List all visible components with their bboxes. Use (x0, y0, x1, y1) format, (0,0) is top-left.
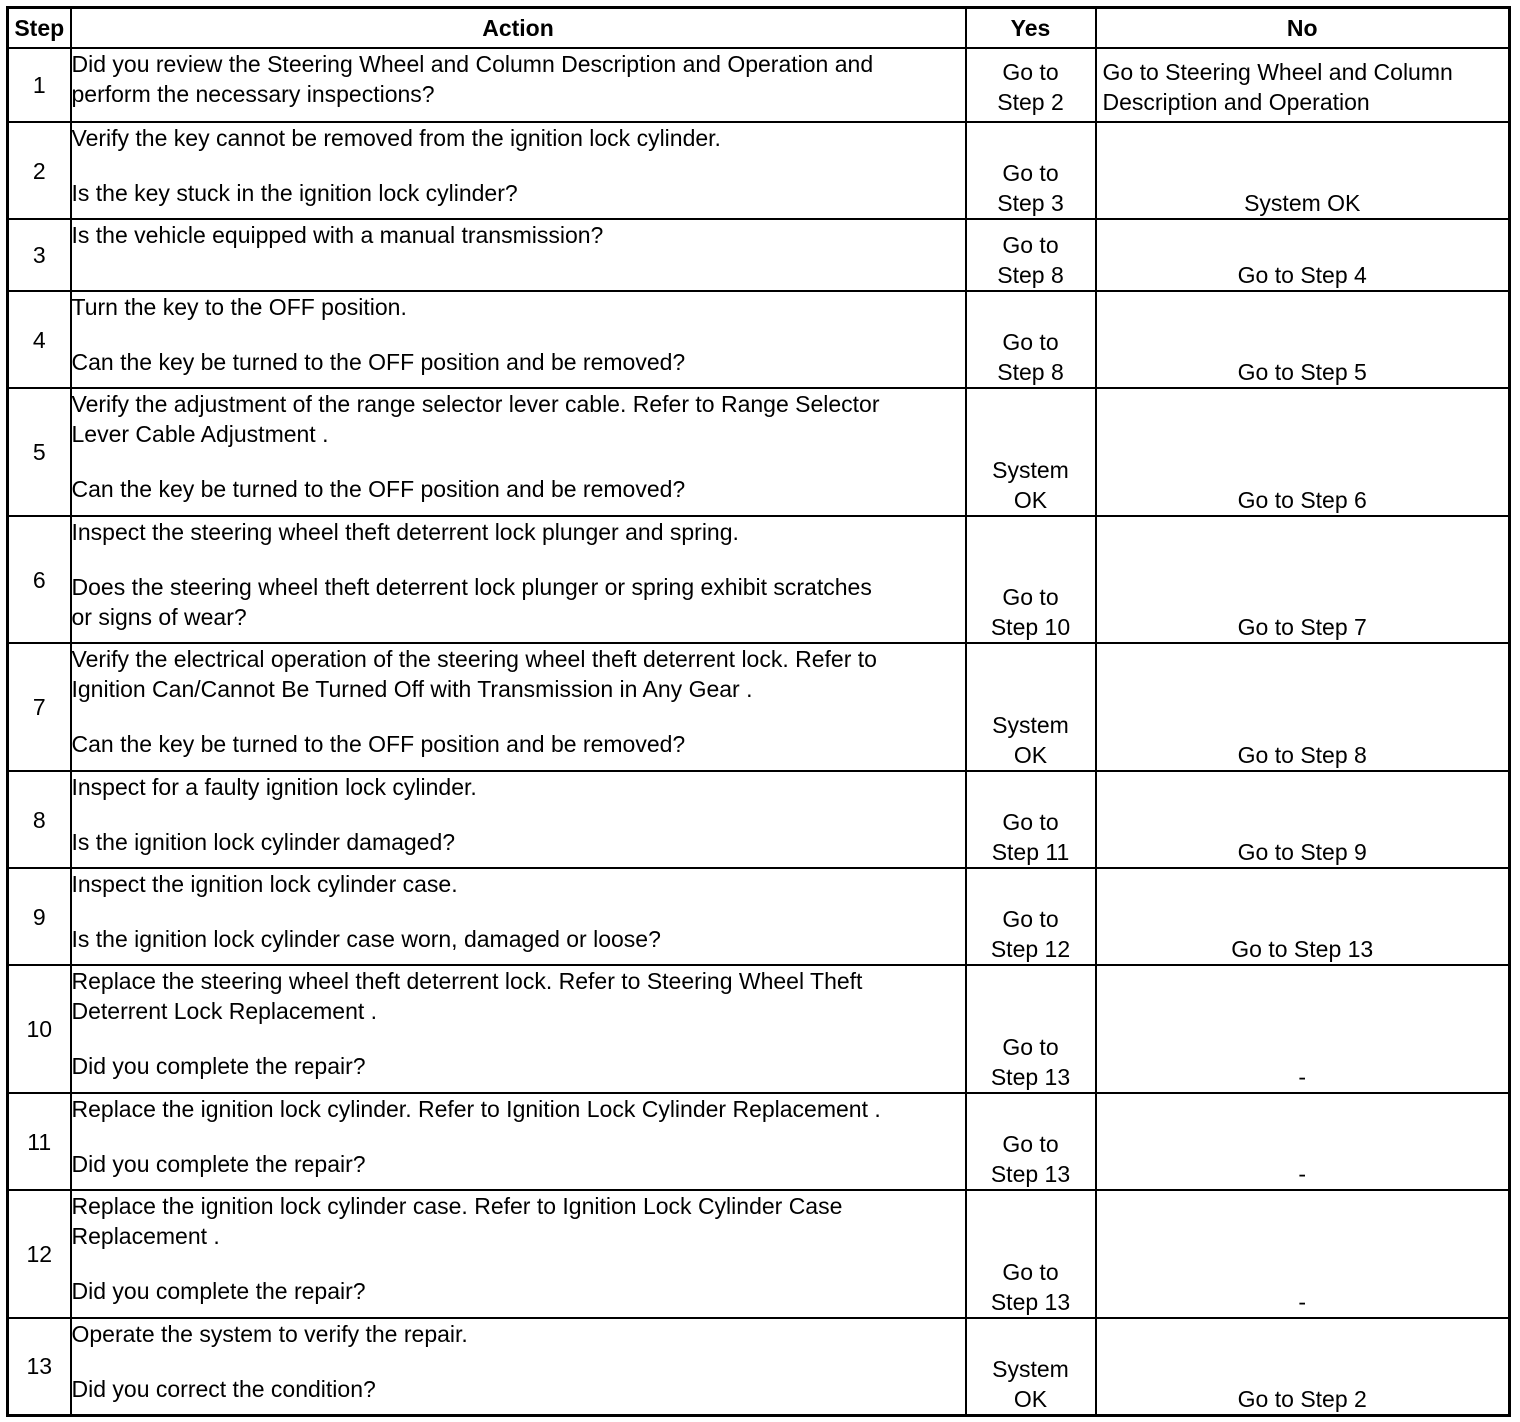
table-row (8, 48, 1510, 122)
table-row (8, 868, 1510, 965)
action-question: Can the key be turned to the OFF position and be removed? (71, 476, 686, 502)
yes-text: Go to (1002, 59, 1059, 85)
action-cell (71, 1093, 966, 1190)
action-text: Replace the ignition lock cylinder. Refer to Ignition Lock Cylinder Replacement . (71, 1096, 881, 1122)
action-spacer (72, 1124, 965, 1149)
yes-text: Go to (1002, 1259, 1059, 1285)
action-text: Inspect the ignition lock cylinder case. (71, 871, 458, 897)
no-cell (1096, 868, 1510, 965)
table-row (8, 122, 1510, 219)
no-text: System OK (1244, 190, 1361, 216)
no-text: Go to Step 8 (1237, 742, 1367, 768)
yes-text: OK (1013, 742, 1048, 768)
action-text: Replace the ignition lock cylinder case. Refer to Ignition Lock Cylinder Case (71, 1193, 843, 1219)
no-cell (1096, 965, 1510, 1093)
action-question: Is the ignition lock cylinder case worn, damaged or loose? (71, 926, 661, 952)
step-number: 9 (8, 868, 71, 965)
action-text: Operate the system to verify the repair. (71, 1321, 468, 1347)
action-cell (71, 516, 966, 643)
step-number: 10 (8, 965, 71, 1093)
no-text: Go to Step 5 (1237, 359, 1367, 385)
yes-text: OK (1013, 487, 1048, 513)
header-step: Step (8, 8, 71, 49)
step-number: 5 (8, 388, 71, 516)
no-text: - (1298, 1064, 1307, 1090)
action-spacer (72, 322, 965, 347)
action-spacer (72, 704, 965, 729)
table-row (8, 1318, 1510, 1415)
yes-text: Step 10 (990, 614, 1071, 640)
no-cell (1096, 516, 1510, 643)
yes-cell (966, 122, 1096, 219)
yes-text: Go to (1002, 906, 1059, 932)
yes-cell (966, 1318, 1096, 1415)
action-text: Did you review the Steering Wheel and Column Description and Operation and (71, 51, 874, 77)
no-cell (1096, 771, 1510, 868)
yes-cell (966, 965, 1096, 1093)
no-text: Description and Operation (1102, 89, 1370, 115)
action-spacer (72, 153, 965, 178)
table-row (8, 219, 1510, 291)
no-text: Go to Step 6 (1237, 487, 1367, 513)
action-text: Inspect the steering wheel theft deterrent lock plunger and spring. (71, 519, 739, 545)
action-cell (71, 965, 966, 1093)
yes-text: Step 12 (990, 936, 1071, 962)
action-text: Ignition Can/Cannot Be Turned Off with Transmission in Any Gear . (71, 676, 753, 702)
action-question: or signs of wear? (71, 604, 247, 630)
no-text: Go to Step 2 (1237, 1385, 1367, 1412)
action-spacer (72, 449, 965, 474)
action-spacer (72, 547, 965, 572)
action-question: Can the key be turned to the OFF position and be removed? (71, 731, 686, 757)
yes-cell (966, 643, 1096, 771)
table-row (8, 643, 1510, 771)
yes-text: Step 2 (997, 89, 1064, 115)
action-cell (71, 868, 966, 965)
step-number: 8 (8, 771, 71, 868)
no-cell (1096, 1190, 1510, 1318)
table-row (8, 771, 1510, 868)
no-cell (1096, 1318, 1510, 1415)
action-question: Is the ignition lock cylinder damaged? (71, 829, 456, 855)
action-text: Inspect for a faulty ignition lock cylinder. (71, 774, 477, 800)
action-cell (71, 1190, 966, 1318)
action-text: Verify the key cannot be removed from the ignition lock cylinder. (71, 125, 721, 151)
yes-text: Step 13 (990, 1064, 1071, 1090)
step-number: 11 (8, 1093, 71, 1190)
no-text: Go to Steering Wheel and Column (1102, 59, 1453, 85)
yes-cell (966, 219, 1096, 291)
no-cell (1096, 291, 1510, 388)
yes-cell (966, 48, 1096, 122)
yes-text: Go to (1002, 329, 1059, 355)
yes-text: OK (1013, 1385, 1048, 1412)
step-number: 1 (8, 48, 71, 122)
action-cell (71, 1318, 966, 1415)
yes-text: Go to (1002, 1131, 1059, 1157)
action-text: perform the necessary inspections? (71, 81, 435, 107)
yes-text: Step 8 (997, 359, 1064, 385)
yes-text: Go to (1002, 160, 1059, 186)
no-text: - (1298, 1289, 1307, 1315)
action-spacer (72, 1026, 965, 1051)
yes-text: Step 3 (997, 190, 1064, 216)
action-text: Verify the adjustment of the range selector lever cable. Refer to Range Selector (71, 391, 880, 417)
action-text: Turn the key to the OFF position. (71, 294, 407, 320)
header-action: Action (71, 8, 966, 49)
no-cell (1096, 643, 1510, 771)
action-text: Lever Cable Adjustment . (71, 421, 329, 447)
action-cell (71, 219, 966, 291)
yes-text: System (992, 1355, 1069, 1382)
action-cell (71, 388, 966, 516)
no-cell (1096, 388, 1510, 516)
action-cell (71, 291, 966, 388)
action-spacer (72, 1349, 965, 1374)
no-cell (1096, 122, 1510, 219)
yes-cell (966, 291, 1096, 388)
table-row (8, 1093, 1510, 1190)
yes-text: System (992, 457, 1069, 483)
table-row (8, 291, 1510, 388)
yes-cell (966, 388, 1096, 516)
table-header-row (8, 8, 1510, 49)
step-number: 13 (8, 1318, 71, 1415)
action-question: Did you complete the repair? (71, 1053, 366, 1079)
action-spacer (72, 899, 965, 924)
yes-text: Step 13 (990, 1161, 1071, 1187)
table-row (8, 388, 1510, 516)
yes-text: Go to (1002, 232, 1059, 258)
no-text: Go to Step 7 (1237, 614, 1367, 640)
action-cell (71, 122, 966, 219)
no-cell (1096, 219, 1510, 291)
yes-cell (966, 1190, 1096, 1318)
action-spacer (72, 802, 965, 827)
yes-cell (966, 1093, 1096, 1190)
table-body (8, 48, 1510, 1415)
yes-cell (966, 868, 1096, 965)
diagnostic-table (6, 6, 1511, 1417)
action-text: Deterrent Lock Replacement . (71, 998, 378, 1024)
step-number: 6 (8, 516, 71, 643)
action-cell (71, 771, 966, 868)
step-number: 3 (8, 219, 71, 291)
yes-text: Go to (1002, 809, 1059, 835)
no-cell (1096, 1093, 1510, 1190)
action-text: Replacement . (71, 1223, 220, 1249)
action-cell (71, 643, 966, 771)
action-question: Does the steering wheel theft deterrent lock plunger or spring exhibit scratches (71, 574, 872, 600)
step-number: 12 (8, 1190, 71, 1318)
action-question: Did you complete the repair? (71, 1278, 366, 1304)
action-question: Did you correct the condition? (71, 1376, 376, 1402)
no-text: - (1298, 1161, 1307, 1187)
action-text: Replace the steering wheel theft deterrent lock. Refer to Steering Wheel Theft (71, 968, 863, 994)
no-cell (1096, 48, 1510, 122)
no-text: Go to Step 9 (1237, 839, 1367, 865)
yes-cell (966, 771, 1096, 868)
step-number: 7 (8, 643, 71, 771)
action-text: Verify the electrical operation of the steering wheel theft deterrent lock. Refer to (71, 646, 877, 672)
table-row (8, 965, 1510, 1093)
yes-text: Go to (1002, 584, 1059, 610)
yes-cell (966, 516, 1096, 643)
action-question: Can the key be turned to the OFF position and be removed? (71, 349, 686, 375)
yes-text: System (992, 712, 1069, 738)
header-no: No (1096, 8, 1510, 49)
action-cell (71, 48, 966, 122)
yes-text: Step 8 (997, 262, 1064, 288)
action-question: Did you complete the repair? (71, 1151, 366, 1177)
action-question: Is the key stuck in the ignition lock cylinder? (71, 180, 518, 206)
table-row (8, 516, 1510, 643)
step-number: 2 (8, 122, 71, 219)
yes-text: Step 11 (991, 839, 1070, 865)
yes-text: Step 13 (990, 1289, 1071, 1315)
action-spacer (72, 1251, 965, 1276)
yes-text: Go to (1002, 1034, 1059, 1060)
action-text: Is the vehicle equipped with a manual transmission? (71, 222, 604, 248)
step-number: 4 (8, 291, 71, 388)
header-yes: Yes (966, 8, 1096, 49)
no-text: Go to Step 4 (1237, 262, 1367, 288)
table-row (8, 1190, 1510, 1318)
no-text: Go to Step 13 (1231, 936, 1374, 962)
